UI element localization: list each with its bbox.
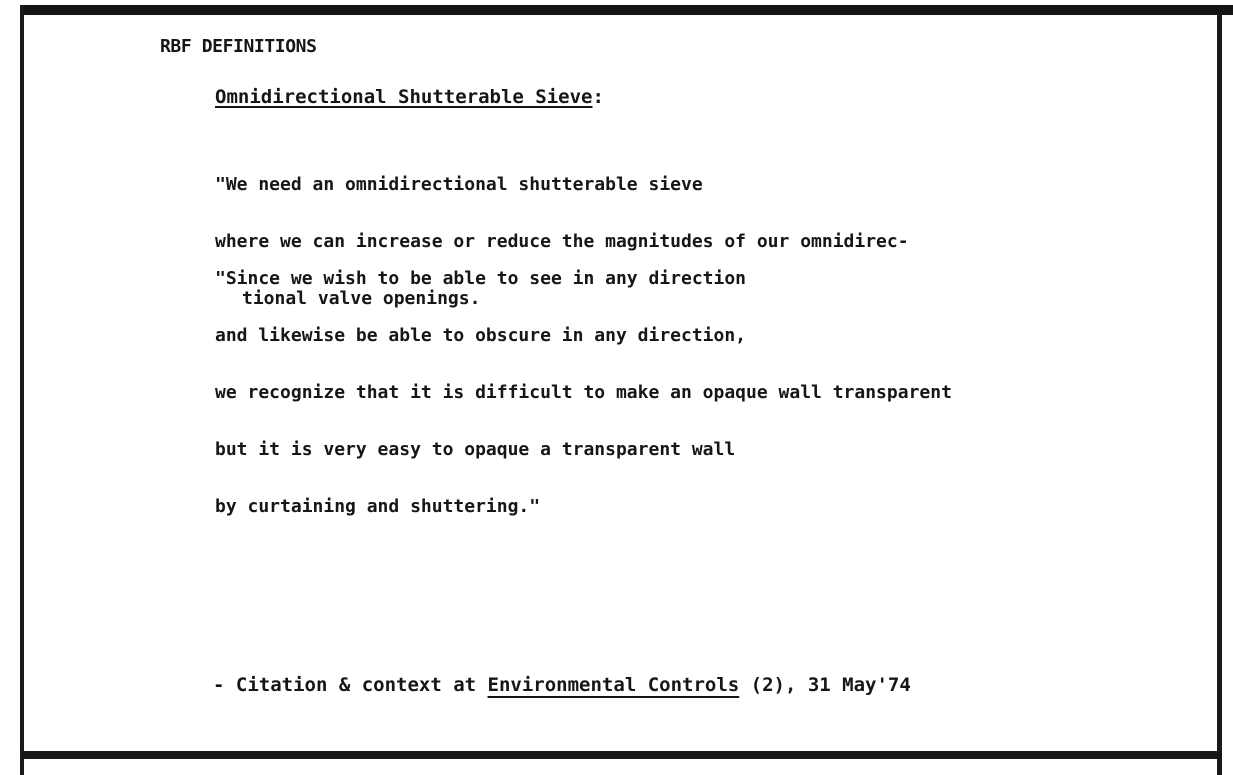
card-heading: RBF DEFINITIONS bbox=[160, 36, 317, 57]
citation-suffix: (2), 31 May'74 bbox=[739, 674, 911, 696]
quote-line: we recognize that it is difficult to make an opaque wall transparent bbox=[215, 382, 952, 403]
quote-line: where we can increase or reduce the magnitudes of our omnidirec- bbox=[215, 231, 909, 252]
quote-line: by curtaining and shuttering." bbox=[215, 496, 541, 517]
quote-line: and likewise be able to obscure in any direction, bbox=[215, 325, 747, 346]
card-left-border bbox=[20, 5, 24, 775]
card-right-border bbox=[1217, 12, 1222, 775]
citation-link[interactable]: Environmental Controls bbox=[487, 674, 740, 696]
citation-prefix: - Citation & context at bbox=[213, 674, 488, 696]
citation bbox=[213, 674, 911, 696]
quote-line: "Since we wish to be able to see in any direction bbox=[215, 268, 747, 289]
quote-line: "We need an omnidirectional shutterable sieve bbox=[215, 174, 703, 195]
card-bottom-border bbox=[22, 751, 1222, 759]
quote-line: tional valve openings. bbox=[242, 288, 481, 309]
card-top-border bbox=[22, 5, 1233, 15]
quote-block bbox=[215, 231, 952, 554]
definition-term bbox=[215, 86, 604, 108]
definition-term-colon: : bbox=[592, 86, 604, 108]
definition-term-text: Omnidirectional Shutterable Sieve bbox=[215, 86, 593, 108]
quote-line: but it is very easy to opaque a transparent wall bbox=[215, 439, 736, 460]
